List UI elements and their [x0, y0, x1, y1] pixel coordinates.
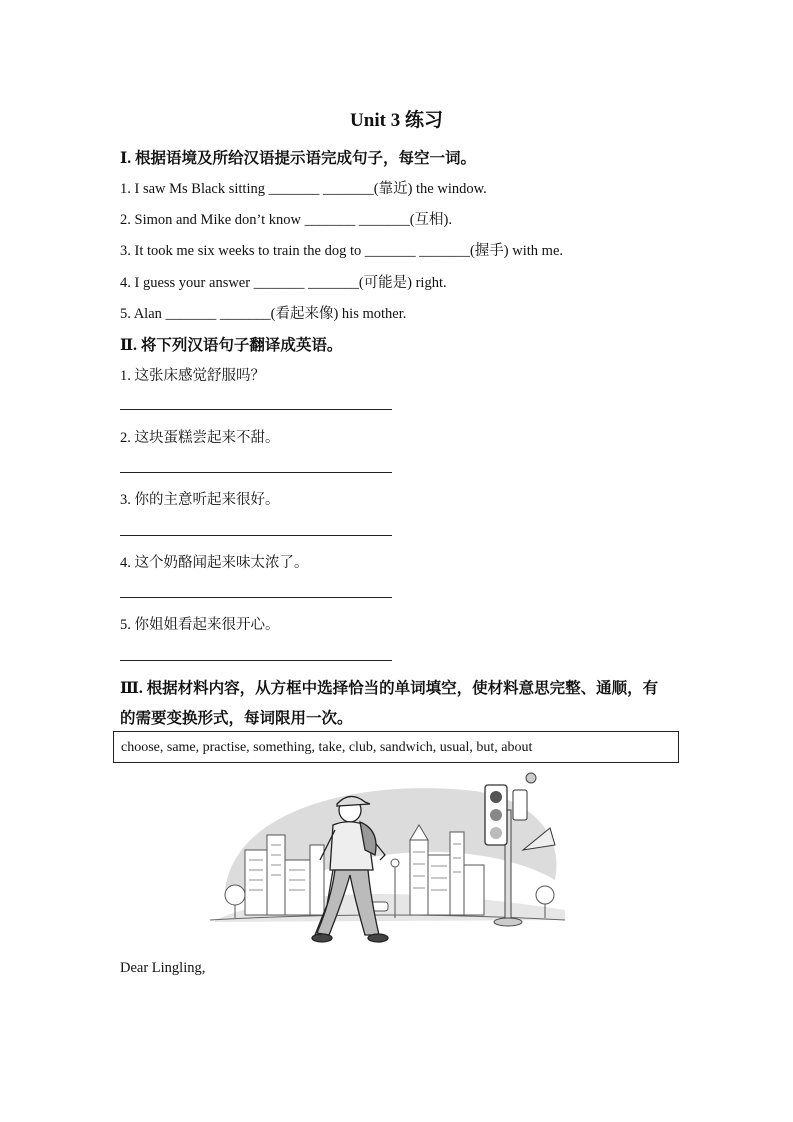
letter-greeting: Dear Lingling,: [120, 960, 206, 976]
section-2-item-4: 4. 这个奶酪闻起来味太浓了。: [120, 555, 309, 571]
section-2-heading: Ⅱ. 将下列汉语句子翻译成英语。: [120, 337, 343, 354]
section-3-heading-line-1: Ⅲ. 根据材料内容，从方框中选择恰当的单词填空，使材料意思完整、通顺，有: [120, 680, 659, 697]
section-2-item-2: 2. 这块蛋糕尝起来不甜。: [120, 430, 280, 446]
section-2-item-1: 1. 这张床感觉舒服吗？: [120, 368, 265, 384]
answer-line-5[interactable]: [120, 660, 392, 661]
section-3-heading-line-2: 的需要变换形式，每词限用一次。: [120, 710, 353, 727]
answer-line-4[interactable]: [120, 597, 392, 598]
section-1-heading: Ⅰ. 根据语境及所给汉语提示语完成句子，每空一词。: [120, 150, 477, 167]
page-title: Unit 3 练习: [350, 110, 443, 131]
section-2-item-5: 5. 你姐姐看起来很开心。: [120, 617, 280, 633]
section-1-item-5: 5. Alan _______ _______(看起来像) his mother.: [120, 306, 407, 322]
section-1-item-4: 4. I guess your answer _______ _______(可能是) right.: [120, 275, 447, 291]
section-2-item-3: 3. 你的主意听起来很好。: [120, 492, 280, 508]
answer-line-2[interactable]: [120, 472, 392, 473]
answer-line-3[interactable]: [120, 535, 392, 536]
section-1-item-3: 3. It took me six weeks to train the dog to _______ _______(握手) with me.: [120, 243, 564, 259]
section-1-item-2: 2. Simon and Mike don’t know _______ _______(互相).: [120, 212, 453, 228]
word-box: choose, same, practise, something, take, club, sandwich, usual, but, about: [113, 731, 679, 763]
answer-line-1[interactable]: [120, 409, 392, 410]
section-1-item-1: 1. I saw Ms Black sitting _______ _______(靠近) the window.: [120, 181, 487, 197]
city-street-illustration: [205, 770, 575, 950]
